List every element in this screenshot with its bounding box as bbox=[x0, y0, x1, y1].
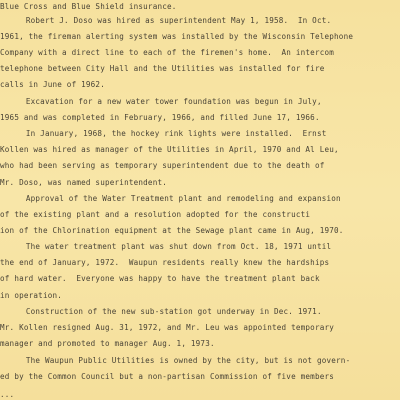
text-line-9: In January, 1968, the hockey rink lights were installed. Ernst bbox=[2, 129, 327, 138]
text-line-24: ed by the Common Council but a non-partisan Commission of five members bbox=[0, 372, 335, 381]
text-line-1: Blue Cross and Blue Shield insurance. bbox=[0, 2, 177, 11]
text-line-10: Kollen was hired as manager of the Utilities in April, 1970 and Al Leu, bbox=[0, 145, 339, 154]
text-line-5: telephone between City Hall and the Utilities was installed for fire bbox=[0, 64, 325, 73]
text-line-8: 1965 and was completed in February, 1966, and filled June 17, 1966. bbox=[0, 113, 320, 122]
text-line-4: Company with a direct line to each of the firemen's home. An intercom bbox=[0, 48, 335, 57]
text-line-3: 1961, the fireman alerting system was installed by the Wisconsin Telephone bbox=[0, 32, 354, 41]
text-line-18: of hard water. Everyone was happy to have the treatment plant back bbox=[0, 274, 320, 283]
text-line-19: in operation. bbox=[0, 291, 63, 300]
text-line-11: who had been serving as temporary superintendent due to the death of bbox=[0, 161, 325, 170]
text-line-17: the end of January, 1972. Waupun residents really knew the hardships bbox=[0, 258, 330, 267]
text-line-2: Robert J. Doso was hired as superintendent May 1, 1958. In Oct. bbox=[2, 16, 332, 25]
text-line-6: calls in June of 1962. bbox=[0, 80, 105, 89]
text-line-14: of the existing plant and a resolution adopted for the constructi bbox=[0, 210, 311, 219]
text-line-21: Mr. Kollen resigned Aug. 31, 1972, and Mr. Leu was appointed temporary bbox=[0, 323, 335, 332]
text-line-22: manager and promoted to manager Aug. 1, 1973. bbox=[0, 339, 215, 348]
text-line-15: ion of the Chlorination equipment at the Sewage plant came in Aug, 1970. bbox=[0, 226, 344, 235]
text-line-20: Construction of the new sub-station got underway in Dec. 1971. bbox=[2, 307, 322, 316]
text-line-12: Mr. Doso, was named superintendent. bbox=[0, 178, 168, 187]
text-line-25: ... bbox=[0, 390, 15, 399]
text-line-23: The Waupun Public Utilities is owned by the city, but is not govern- bbox=[2, 356, 351, 365]
text-line-7: Excavation for a new water tower foundation was begun in July, bbox=[2, 97, 322, 106]
text-line-16: The water treatment plant was shut down from Oct. 18, 1971 until bbox=[2, 242, 332, 251]
text-line-13: Approval of the Water Treatment plant and remodeling and expansion bbox=[2, 194, 341, 203]
